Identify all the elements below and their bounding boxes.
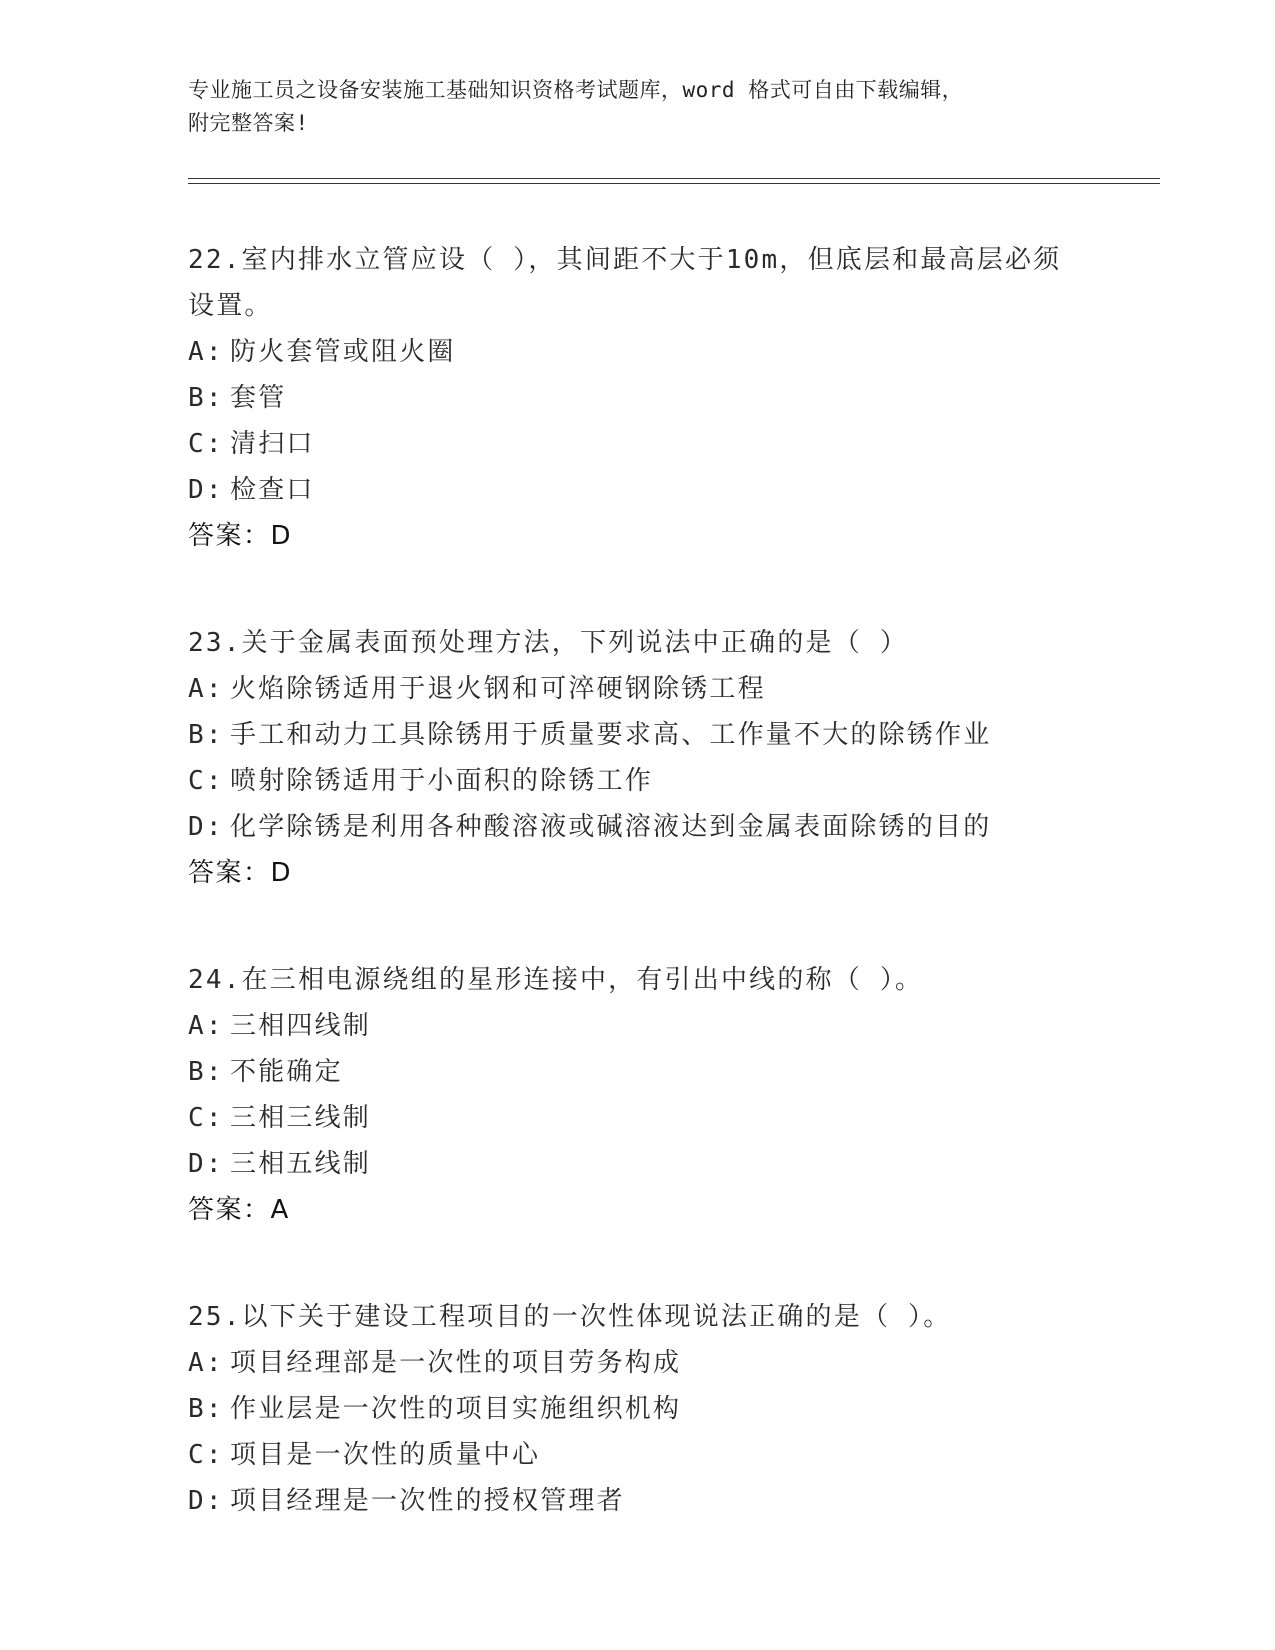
document-header [188, 74, 1088, 140]
option-key: B: [188, 1057, 224, 1087]
option-text: 不能确定 [230, 1057, 343, 1087]
option-key: C: [188, 1440, 224, 1470]
option-key: A: [188, 337, 224, 367]
option-key: B: [188, 720, 224, 750]
option-c [188, 1432, 1088, 1478]
option-key: A: [188, 1348, 224, 1378]
option-c [188, 758, 1088, 804]
question-23 [188, 620, 1088, 896]
question-25 [188, 1294, 1088, 1524]
option-c [188, 1095, 1088, 1141]
option-c [188, 421, 1088, 467]
option-a [188, 329, 1088, 375]
question-text: 24.在三相电源绕组的星形连接中，有引出中线的称（ ）。 [188, 965, 924, 995]
question-22 [188, 237, 1088, 559]
header-line-1: 专业施工员之设备安装施工基础知识资格考试题库，word 格式可自由下载编辑， [188, 78, 964, 102]
option-b [188, 375, 1088, 421]
option-d [188, 804, 1088, 850]
option-text: 项目经理部是一次性的项目劳务构成 [230, 1348, 682, 1378]
question-text: 25.以下关于建设工程项目的一次性体现说法正确的是（ ）。 [188, 1302, 952, 1332]
option-key: C: [188, 1103, 224, 1133]
option-text: 项目是一次性的质量中心 [230, 1440, 541, 1470]
header-divider-top [188, 178, 1160, 179]
answer-line: 答案：D [188, 521, 293, 551]
option-key: C: [188, 766, 224, 796]
option-b [188, 712, 1088, 758]
option-text: 化学除锈是利用各种酸溶液或碱溶液达到金属表面除锈的目的 [230, 812, 992, 842]
question-24 [188, 957, 1088, 1233]
option-text: 套管 [230, 383, 287, 413]
option-text: 防火套管或阻火圈 [230, 337, 456, 367]
option-key: D: [188, 1149, 224, 1179]
option-key: A: [188, 674, 224, 704]
option-key: A: [188, 1011, 224, 1041]
option-b [188, 1386, 1088, 1432]
option-key: D: [188, 812, 224, 842]
option-d [188, 1141, 1088, 1187]
option-b [188, 1049, 1088, 1095]
option-key: B: [188, 383, 224, 413]
option-key: D: [188, 475, 224, 505]
option-text: 检查口 [230, 475, 315, 505]
option-key: C: [188, 429, 224, 459]
question-text: 23.关于金属表面预处理方法，下列说法中正确的是（ ） [188, 628, 909, 658]
option-a [188, 1003, 1088, 1049]
option-text: 火焰除锈适用于退火钢和可淬硬钢除锈工程 [230, 674, 766, 704]
question-text: 22.室内排水立管应设（ ），其间距不大于10m，但底层和最高层必须设置。 [188, 245, 1062, 321]
option-d [188, 467, 1088, 513]
answer-line: 答案：A [188, 1195, 290, 1225]
option-text: 项目经理是一次性的授权管理者 [230, 1486, 625, 1516]
option-text: 作业层是一次性的项目实施组织机构 [230, 1394, 682, 1424]
option-key: D: [188, 1486, 224, 1516]
option-text: 三相四线制 [230, 1011, 372, 1041]
option-text: 手工和动力工具除锈用于质量要求高、工作量不大的除锈作业 [230, 720, 992, 750]
option-text: 清扫口 [230, 429, 315, 459]
answer-line: 答案：D [188, 858, 293, 888]
option-text: 三相五线制 [230, 1149, 372, 1179]
option-a [188, 666, 1088, 712]
question-list [188, 237, 1088, 1524]
option-text: 喷射除锈适用于小面积的除锈工作 [230, 766, 654, 796]
option-text: 三相三线制 [230, 1103, 372, 1133]
option-d [188, 1478, 1088, 1524]
header-divider-bottom [188, 183, 1160, 184]
option-key: B: [188, 1394, 224, 1424]
option-a [188, 1340, 1088, 1386]
header-line-2: 附完整答案! [188, 111, 309, 135]
